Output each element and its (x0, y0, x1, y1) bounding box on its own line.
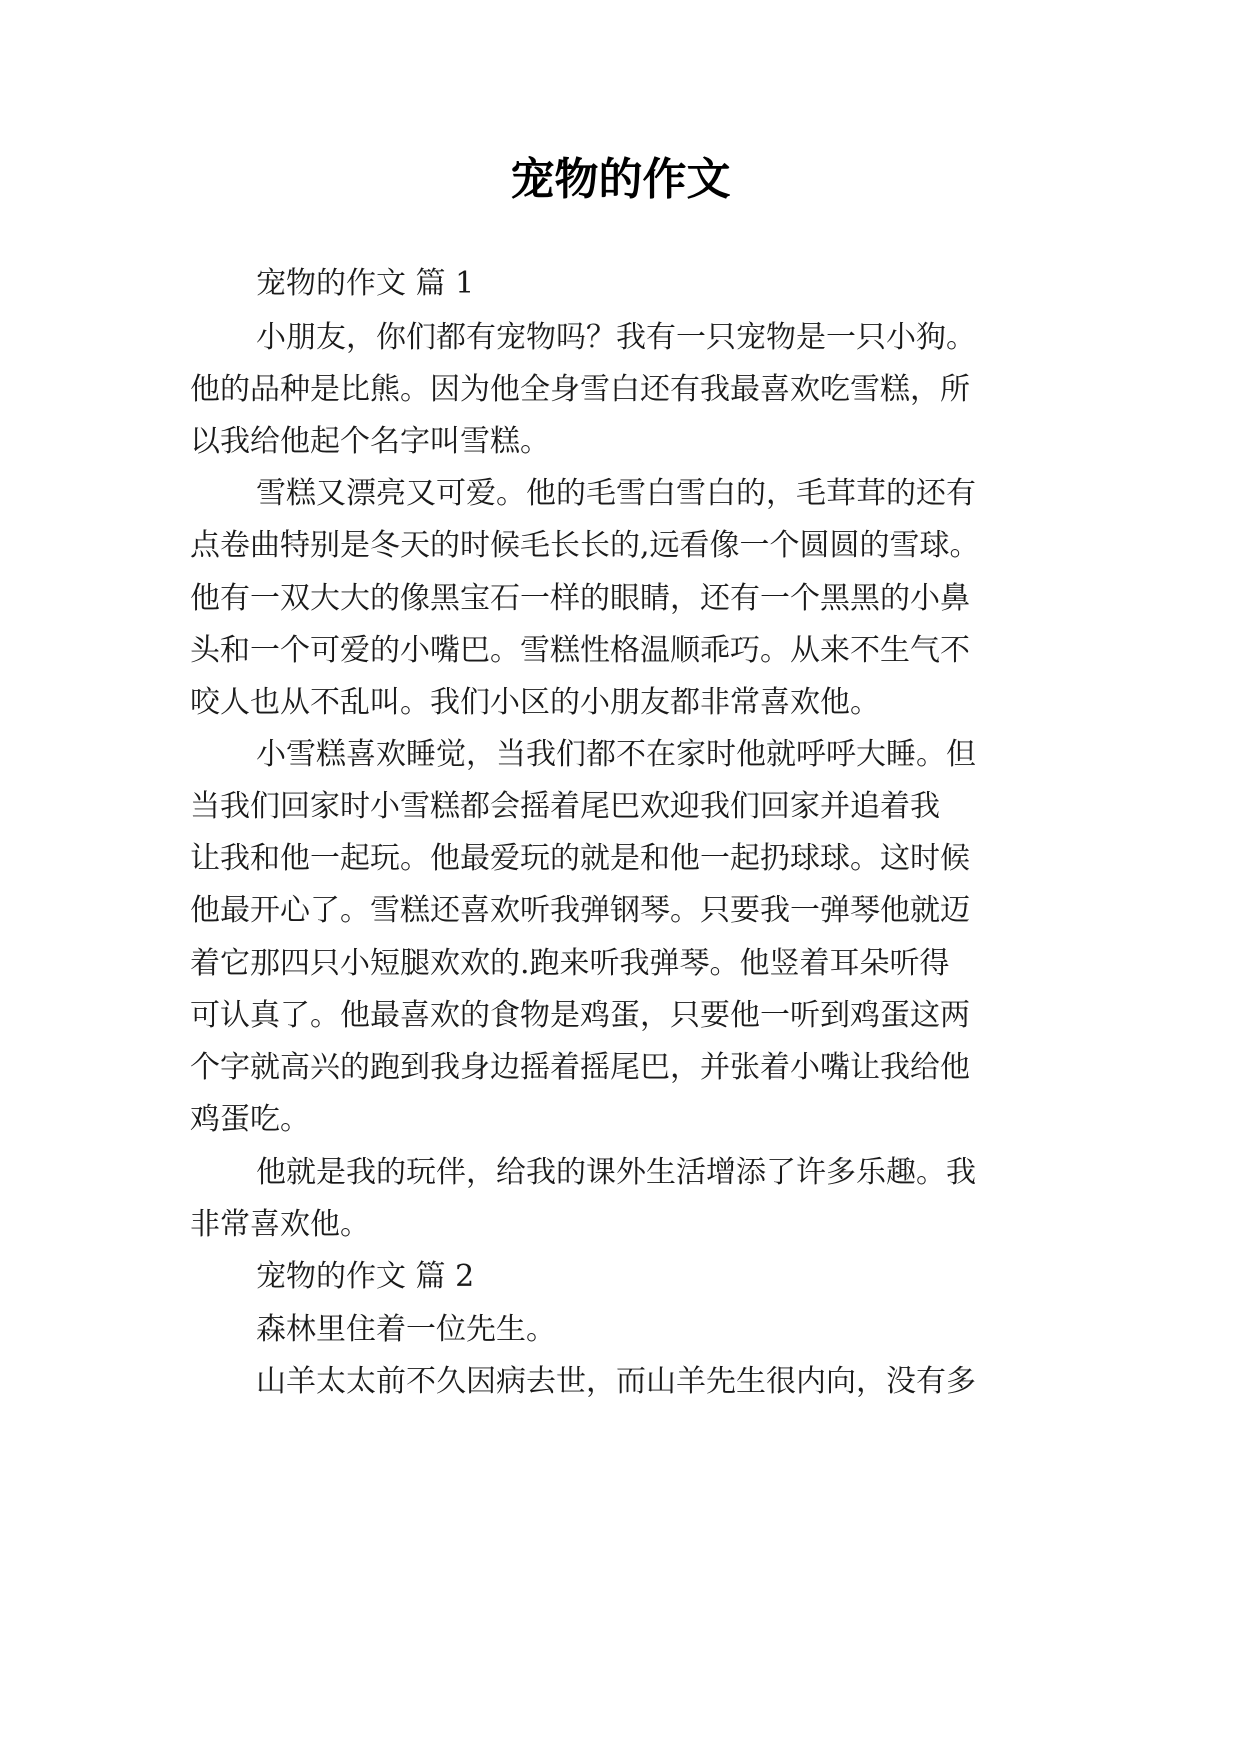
paragraph-line: 当我们回家时小雪糕都会摇着尾巴欢迎我们回家并追着我 (190, 789, 940, 824)
section-heading: 宠物的作文 篇 1 (256, 266, 475, 301)
paragraph-line: 他的品种是比熊。因为他全身雪白还有我最喜欢吃雪糕，所 (190, 372, 970, 407)
paragraph-line: 头和一个可爱的小嘴巴。雪糕性格温顺乖巧。从来不生气不 (190, 633, 970, 668)
paragraph-line: 他有一双大大的像黑宝石一样的眼睛，还有一个黑黑的小鼻 (190, 581, 970, 616)
paragraph-line: 让我和他一起玩。他最爱玩的就是和他一起扔球球。这时候 (190, 841, 970, 876)
paragraph-line: 小朋友，你们都有宠物吗？我有一只宠物是一只小狗。 (256, 320, 976, 355)
paragraph-line: 雪糕又漂亮又可爱。他的毛雪白雪白的，毛茸茸的还有 (256, 476, 976, 511)
paragraph-line: 个字就高兴的跑到我身边摇着摇尾巴，并张着小嘴让我给他 (190, 1050, 970, 1085)
paragraph-line: 山羊太太前不久因病去世，而山羊先生很内向，没有多 (256, 1364, 976, 1399)
paragraph-line: 鸡蛋吃。 (190, 1102, 310, 1137)
document-title: 宠物的作文 (510, 154, 731, 205)
paragraph-line: 他最开心了。雪糕还喜欢听我弹钢琴。只要我一弹琴他就迈 (190, 893, 970, 928)
paragraph-line: 小雪糕喜欢睡觉，当我们都不在家时他就呼呼大睡。但 (256, 737, 976, 772)
paragraph-line: 森林里住着一位先生。 (256, 1312, 556, 1347)
paragraph-line: 咬人也从不乱叫。我们小区的小朋友都非常喜欢他。 (190, 685, 880, 720)
paragraph-line: 着它那四只小短腿欢欢的.跑来听我弹琴。他竖着耳朵听得 (190, 946, 950, 981)
section-heading: 宠物的作文 篇 2 (256, 1259, 475, 1294)
paragraph-line: 他就是我的玩伴，给我的课外生活增添了许多乐趣。我 (256, 1155, 976, 1190)
paragraph-line: 点卷曲特别是冬天的时候毛长长的,远看像一个圆圆的雪球。 (190, 528, 980, 563)
paragraph-line: 以我给他起个名字叫雪糕。 (190, 424, 550, 459)
paragraph-line: 可认真了。他最喜欢的食物是鸡蛋，只要他一听到鸡蛋这两 (190, 998, 970, 1033)
paragraph-line: 非常喜欢他。 (190, 1207, 370, 1242)
